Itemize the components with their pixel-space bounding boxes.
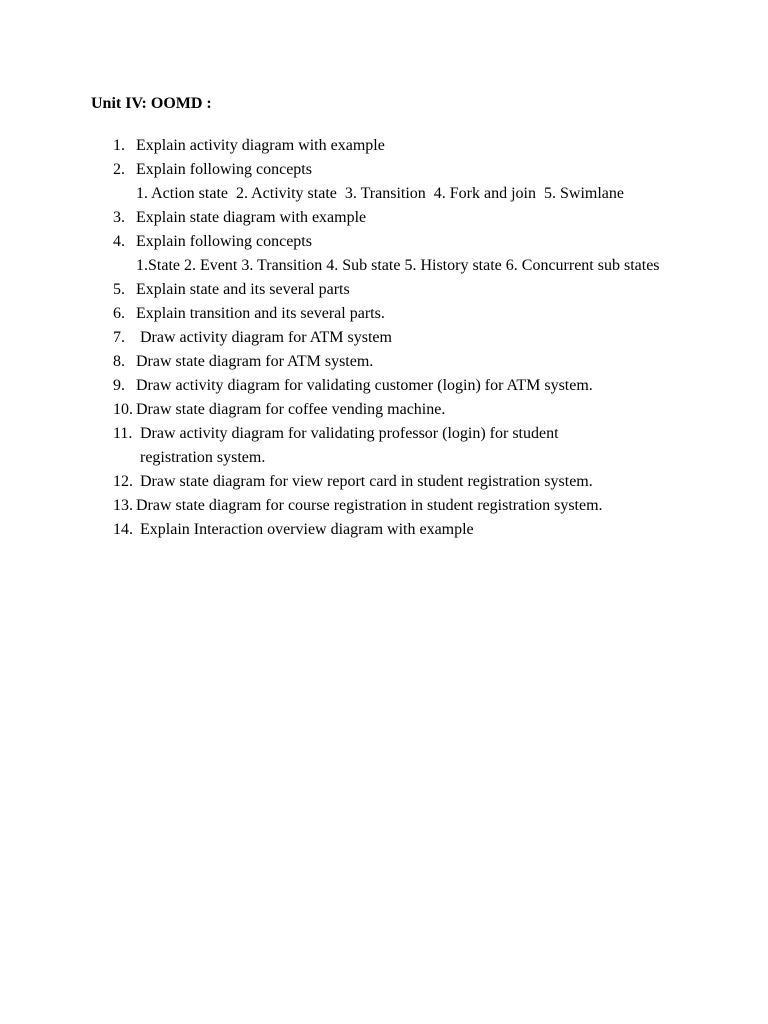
question-text: Explain transition and its several parts.: [136, 305, 385, 322]
question-text: Explain activity diagram with example: [136, 137, 385, 154]
question-text: Explain state and its several parts: [136, 281, 350, 298]
question-number: 8.: [113, 353, 125, 370]
question-text: Draw state diagram for view report card in student registration system.: [140, 473, 593, 490]
question-text: Explain following concepts: [136, 161, 312, 178]
question-text: Draw state diagram for ATM system.: [136, 353, 374, 370]
question-number: 9.: [113, 377, 125, 394]
question-item: [0, 422, 768, 470]
question-number: 10.: [113, 401, 133, 418]
question-number: 5.: [113, 281, 125, 298]
question-subtext: 1. Action state 2. Activity state 3. Transition 4. Fork and join 5. Swimlane: [136, 185, 624, 202]
question-item: [0, 398, 768, 422]
question-text: Explain following concepts: [136, 233, 312, 250]
question-number: 3.: [113, 209, 125, 226]
question-text: Draw activity diagram for validating customer (login) for ATM system.: [136, 377, 593, 394]
question-item: [0, 302, 768, 326]
question-text: Explain state diagram with example: [136, 209, 367, 226]
question-list: [0, 134, 768, 542]
question-number: 1.: [113, 137, 125, 154]
question-item: [0, 326, 768, 350]
question-item: [0, 158, 768, 206]
question-number: 7.: [113, 329, 125, 346]
question-item: [0, 374, 768, 398]
question-item: [0, 134, 768, 158]
question-text: Draw activity diagram for ATM system: [136, 329, 392, 346]
question-number: 2.: [113, 161, 125, 178]
question-item: [0, 470, 768, 494]
page-heading: Unit IV: OOMD :: [91, 95, 212, 112]
question-text: Explain Interaction overview diagram with example: [140, 521, 474, 538]
question-number: 11.: [113, 425, 133, 442]
question-item: [0, 278, 768, 302]
question-item: [0, 230, 768, 278]
question-text: Draw state diagram for course registration in student registration system.: [136, 497, 603, 514]
question-number: 6.: [113, 305, 125, 322]
question-item: [0, 494, 768, 518]
question-text: Draw state diagram for coffee vending machine.: [136, 401, 446, 418]
question-item: [0, 350, 768, 374]
question-text: Draw activity diagram for validating professor (login) for student registration system.: [140, 425, 563, 466]
question-item: [0, 518, 768, 542]
question-item: [0, 206, 768, 230]
question-number: 14.: [113, 521, 133, 538]
question-number: 13.: [113, 497, 133, 514]
question-number: 12.: [113, 473, 133, 490]
question-number: 4.: [113, 233, 125, 250]
question-subtext: 1.State 2. Event 3. Transition 4. Sub state 5. History state 6. Concurrent sub states: [136, 257, 660, 274]
